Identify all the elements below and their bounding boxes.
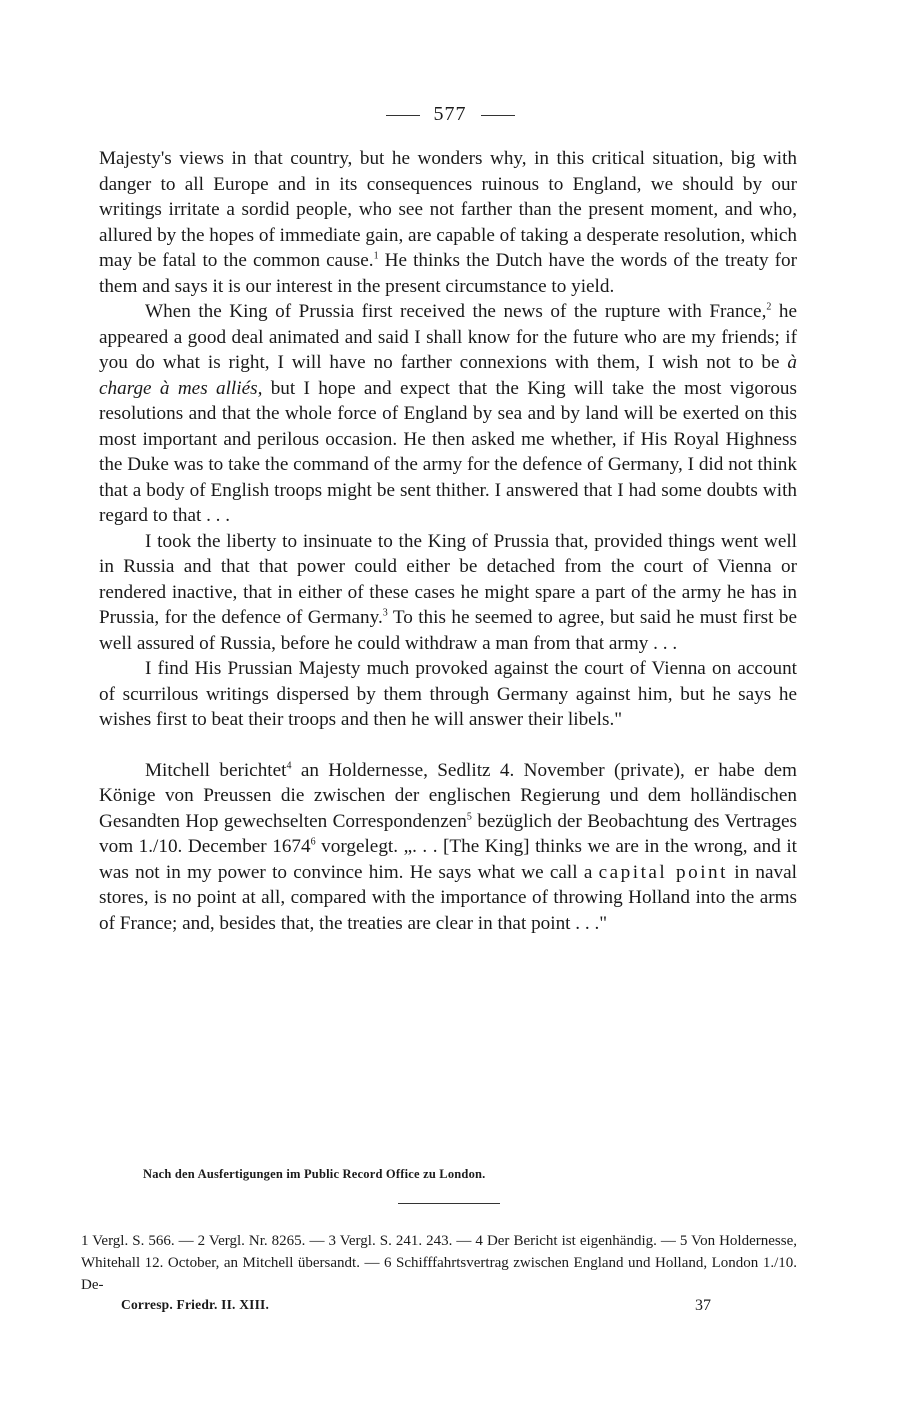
footnote-ref-6: 6 (310, 836, 316, 848)
footnote-ref-1: 1 (373, 250, 379, 262)
paragraph-5-text-a: Mitchell berichtet (145, 759, 287, 781)
footnote-ref-5: 5 (466, 811, 472, 823)
paragraph-1-text: Majesty's views in that country, but he wonders why, in this critical situation, big with danger to all Europe and in its consequences ruinous to England, we should by our writings irritate a sordid people, who see not farther than the present moment, and who, allured by the hopes of immediate gain, are capable of taking a desperate resolution, which may be fatal to the common cause. (99, 148, 797, 271)
paragraph-2 (99, 299, 797, 529)
paragraph-3-text-b: To this he seemed to agree, but said he must first be well assured of Russia, before he could withdraw a man from that army . . . (99, 607, 797, 654)
paragraph-5-text-d: vorgelegt. „. . . [The King] thinks we are in the wrong, and it was not in my power to convince him. He says what we call a (99, 836, 798, 883)
paragraph-3-text-a: I took the liberty to insinuate to the King of Prussia that, provided things went well in Russia and that that power could either be detached from the court of Vienna or rendered inactive, that in either of these cases he might spare a part of the army he has in Prussia, for the defence of Germany. (99, 530, 797, 628)
footnote-divider (398, 1203, 500, 1204)
paragraph-3 (99, 529, 797, 657)
paragraph-1 (99, 146, 797, 299)
paragraph-5 (99, 758, 797, 937)
paragraph-5-text-c: bezüglich der Beobachtung des Vertrages vom 1./10. December 1674 (99, 810, 797, 857)
footnote-ref-3: 3 (382, 607, 388, 619)
page-header (0, 103, 900, 126)
footnote-ref-4: 4 (286, 760, 292, 772)
paragraph-2-text-c: but I hope and expect that the King will take the most vigorous resolutions and that the whole force of England by sea and by land will be exerted on this most important and perilous occasion. He then asked me whether, if His Royal Highness the Duke was to take the command of the army for the defence of Germany, I did not think that a body of English troops might be sent thither. I answered that I had some doubts with regard to that . . . (99, 377, 797, 526)
paragraph-2-italic: à charge à mes alliés, (99, 352, 797, 399)
footnote-ref-2: 2 (766, 301, 772, 313)
paragraph-5-spaced: capital point (598, 861, 728, 883)
source-note: Nach den Ausfertigungen im Public Record Office zu London. (143, 1167, 486, 1181)
paragraph-5-text-b: an Holdernesse, Sedlitz 4. November (private), er habe dem Könige von Preussen die zwischen der englischen Regierung und dem holländischen Gesandten Hop gewechselten Correspondenzen (99, 759, 797, 832)
body-text (99, 146, 797, 936)
paragraph-2-text-b: he appeared a good deal animated and said I shall know for the future who are my friends; if you do what is right, I will have no farther connexions with them, I wish not to be (99, 301, 797, 373)
paragraph-1-tail: He thinks the Dutch have the words of the treaty for them and says it is our interest in the present circumstance to yield. (99, 250, 797, 297)
page-number: 577 (433, 103, 467, 125)
header-dash-right (481, 115, 515, 116)
page-footer (121, 1297, 711, 1315)
paragraph-2-text-a: When the King of Prussia first received the news of the rupture with France, (145, 301, 767, 322)
footer-signature: Corresp. Friedr. II. XIII. (121, 1297, 270, 1312)
paragraph-5-text-e: in naval stores, is no point at all, compared with the importance of throwing Holland into the arms of France; and, besides that, the treaties are clear in that point . . ." (99, 861, 797, 934)
paragraph-4-text: I find His Prussian Majesty much provoked against the court of Vienna on account of scurrilous writings dispersed by them through Germany against him, but he says he wishes first to beat their troops and then he will answer their libels." (99, 658, 797, 730)
footer-sheet-number: 37 (695, 1297, 711, 1314)
header-dash-left (386, 115, 420, 116)
footnotes: 1 Vergl. S. 566. — 2 Vergl. Nr. 8265. — 3 Vergl. S. 241. 243. — 4 Der Bericht ist eigenhändig. — 5 Von Holdernesse, Whitehall 12. October, an Mitchell übersandt. — 6 Schifffahrtsvertrag zwischen England und Holland, London 1./10. De- (81, 1233, 797, 1293)
paragraph-4 (99, 656, 797, 733)
